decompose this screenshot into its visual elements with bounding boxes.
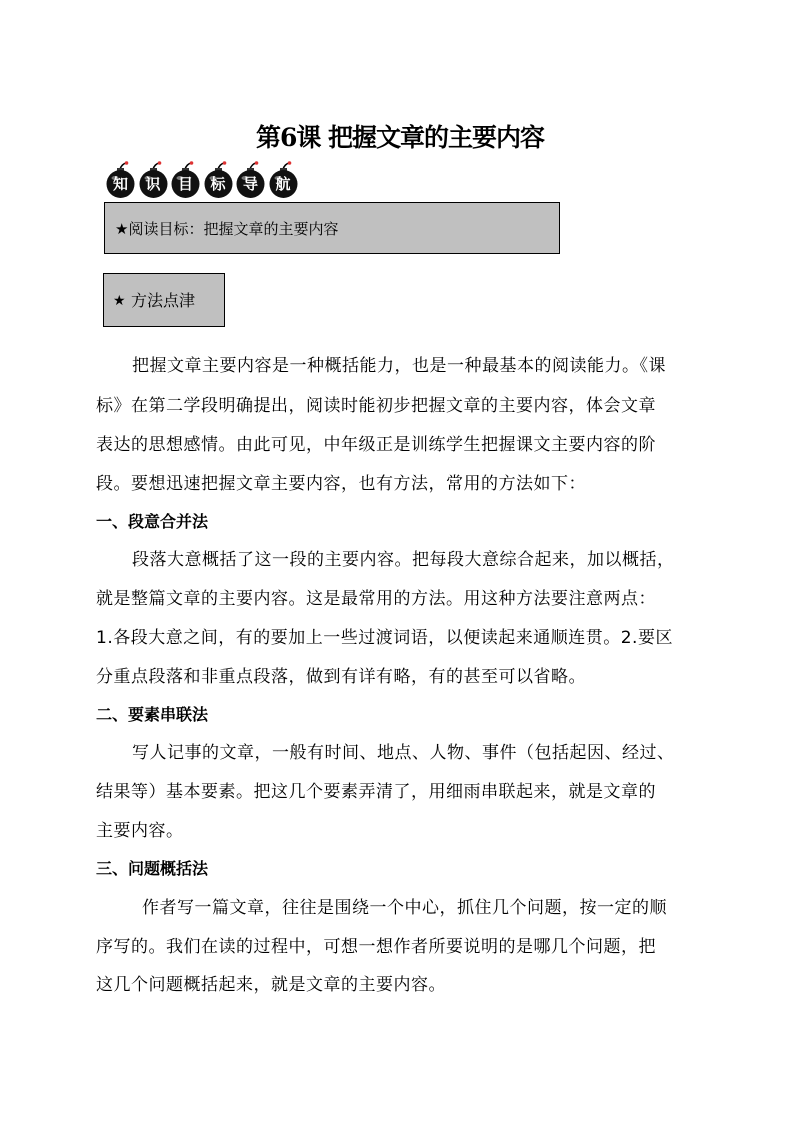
banner-bomb-icon xyxy=(234,161,267,199)
banner-char: 导 xyxy=(242,175,258,193)
paragraph-line: 分重点段落和非重点段落，做到有详有略，有的甚至可以省略。 xyxy=(96,667,586,687)
knowledge-goal-banner xyxy=(104,161,299,199)
banner-char: 识 xyxy=(145,175,161,193)
reading-goal-text: ★阅读目标：把握文章的主要内容 xyxy=(115,220,339,238)
banner-char: 航 xyxy=(275,175,291,193)
method-tips-box xyxy=(103,273,225,327)
banner-bomb-icon xyxy=(169,161,202,199)
method-tips-label: 方法点津 xyxy=(131,291,196,310)
banner-char: 目 xyxy=(177,175,193,193)
banner-bomb-icon xyxy=(137,161,170,199)
page-title: 第6课 把握文章的主要内容 xyxy=(255,123,545,152)
paragraph-line: 序写的。我们在读的过程中，可想一想作者所要说明的是哪几个问题，把 xyxy=(96,937,656,957)
paragraph-line: 就是整篇文章的主要内容。这是最常用的方法。用这种方法要注意两点： xyxy=(96,589,656,609)
star-icon: ★ xyxy=(113,293,126,309)
paragraph-line: 把握文章主要内容是一种概括能力，也是一种最基本的阅读能力。《课 xyxy=(132,356,666,376)
section-heading: 二、要素串联法 xyxy=(96,705,209,724)
paragraph-line: 1.各段大意之间，有的要加上一些过渡词语，以便读起来通顺连贯。2.要区 xyxy=(96,628,673,648)
banner-bomb-icon xyxy=(202,161,235,199)
banner-char: 标 xyxy=(210,175,226,193)
paragraph-line: 主要内容。 xyxy=(96,821,184,841)
paragraph-line: 标》在第二学段明确提出，阅读时能初步把握文章的主要内容，体会文章 xyxy=(96,396,656,416)
paragraph-line: 结果等）基本要素。把这几个要素弄清了，用细雨串联起来，就是文章的 xyxy=(96,782,656,802)
paragraph-line: 这几个问题概括起来，就是文章的主要内容。 xyxy=(96,975,446,995)
banner-bomb-icon xyxy=(104,161,137,199)
section-heading: 三、问题概括法 xyxy=(96,859,209,878)
section-heading: 一、段意合并法 xyxy=(96,512,209,531)
banner-char: 知 xyxy=(112,175,128,193)
paragraph-line: 段。要想迅速把握文章主要内容，也有方法，常用的方法如下： xyxy=(96,474,586,494)
reading-goal-box xyxy=(104,202,560,254)
paragraph-line: 写人记事的文章，一般有时间、地点、人物、事件（包括起因、经过、 xyxy=(132,743,675,763)
paragraph-line: 作者写一篇文章，往往是围绕一个中心，抓住几个问题，按一定的顺 xyxy=(142,898,667,918)
paragraph-line: 段落大意概括了这一段的主要内容。把每段大意综合起来，加以概括， xyxy=(132,550,675,570)
banner-bomb-icon xyxy=(267,161,300,199)
paragraph-line: 表达的思想感情。由此可见，中年级正是训练学生把握课文主要内容的阶 xyxy=(96,435,656,455)
